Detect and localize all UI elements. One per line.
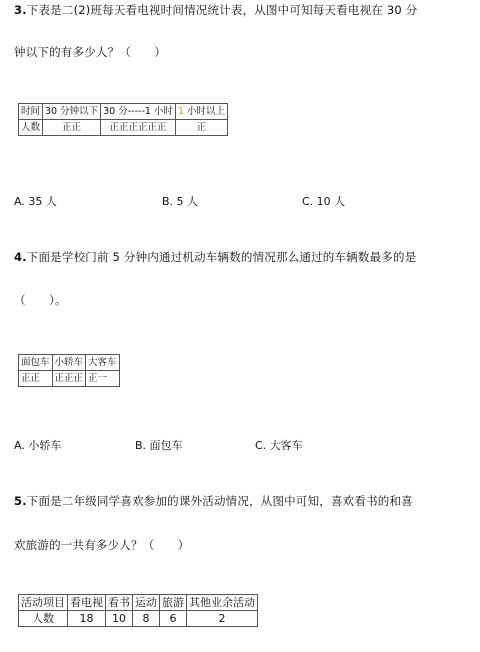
table-cell: 正正 <box>43 120 101 136</box>
table-cell: 18 <box>68 611 106 627</box>
table-row <box>19 595 258 611</box>
q5-number: 5. <box>14 494 27 508</box>
q3-option-c[interactable]: C. 10 人 <box>302 195 346 208</box>
table-cell: 正正正正正正 <box>101 120 176 136</box>
table-row <box>19 611 258 627</box>
q5-line1: 5.下面是二年级同学喜欢参加的课外活动情况，从图中可知，喜欢看书的和喜 <box>14 494 413 508</box>
table-cell: 人数 <box>19 611 68 627</box>
q3-table <box>18 103 228 136</box>
q3-line2: 钟以下的有多少人？（ ） <box>14 45 167 59</box>
table-cell: 活动项目 <box>19 595 68 611</box>
table-cell: 看电视 <box>68 595 106 611</box>
table-cell: 大客车 <box>86 355 120 371</box>
q5-table <box>18 594 258 627</box>
table-cell: 正正 <box>19 371 53 387</box>
table-cell: 面包车 <box>19 355 53 371</box>
table-cell: 正一 <box>86 371 120 387</box>
q3-option-b[interactable]: B. 5 人 <box>162 195 199 208</box>
q4-option-c[interactable]: C. 大客车 <box>255 439 303 452</box>
table-cell: 运动 <box>133 595 160 611</box>
q4-number: 4. <box>14 250 27 264</box>
table-cell: 小轿车 <box>52 355 86 371</box>
table-cell: 时间 <box>19 104 43 120</box>
table-row <box>19 355 120 371</box>
q3-line1: 3.下表是二(2)班每天看电视时间情况统计表，从图中可知每天看电视在 30 分 <box>14 3 418 17</box>
table-cell: 看书 <box>106 595 133 611</box>
table-cell: 正正正 <box>52 371 86 387</box>
table-cell: 30 分钟以下 <box>43 104 101 120</box>
table-cell: 其他业余活动 <box>187 595 258 611</box>
table-row <box>19 120 228 136</box>
q3-number: 3. <box>14 3 27 17</box>
table-cell: 2 <box>187 611 258 627</box>
q4-line1: 4.下面是学校门前 5 分钟内通过机动车辆数的情况那么通过的车辆数最多的是 <box>14 250 417 264</box>
q4-option-a[interactable]: A. 小轿车 <box>14 439 62 452</box>
q5-line2: 欢旅游的一共有多少人？（ ） <box>14 538 190 552</box>
q4-line2: （ ）。 <box>14 293 67 307</box>
q4-table <box>18 354 120 387</box>
q3-option-a[interactable]: A. 35 人 <box>14 195 57 208</box>
table-cell: 10 <box>106 611 133 627</box>
table-cell: 人数 <box>19 120 43 136</box>
table-cell: 30 分-----1 小时 <box>101 104 176 120</box>
q4-option-b[interactable]: B. 面包车 <box>135 439 183 452</box>
table-cell: 6 <box>160 611 187 627</box>
table-cell: 8 <box>133 611 160 627</box>
table-row <box>19 371 120 387</box>
table-cell: 正 <box>175 120 227 136</box>
table-cell: 旅游 <box>160 595 187 611</box>
table-row <box>19 104 228 120</box>
table-cell: 1 小时以上 <box>175 104 227 120</box>
